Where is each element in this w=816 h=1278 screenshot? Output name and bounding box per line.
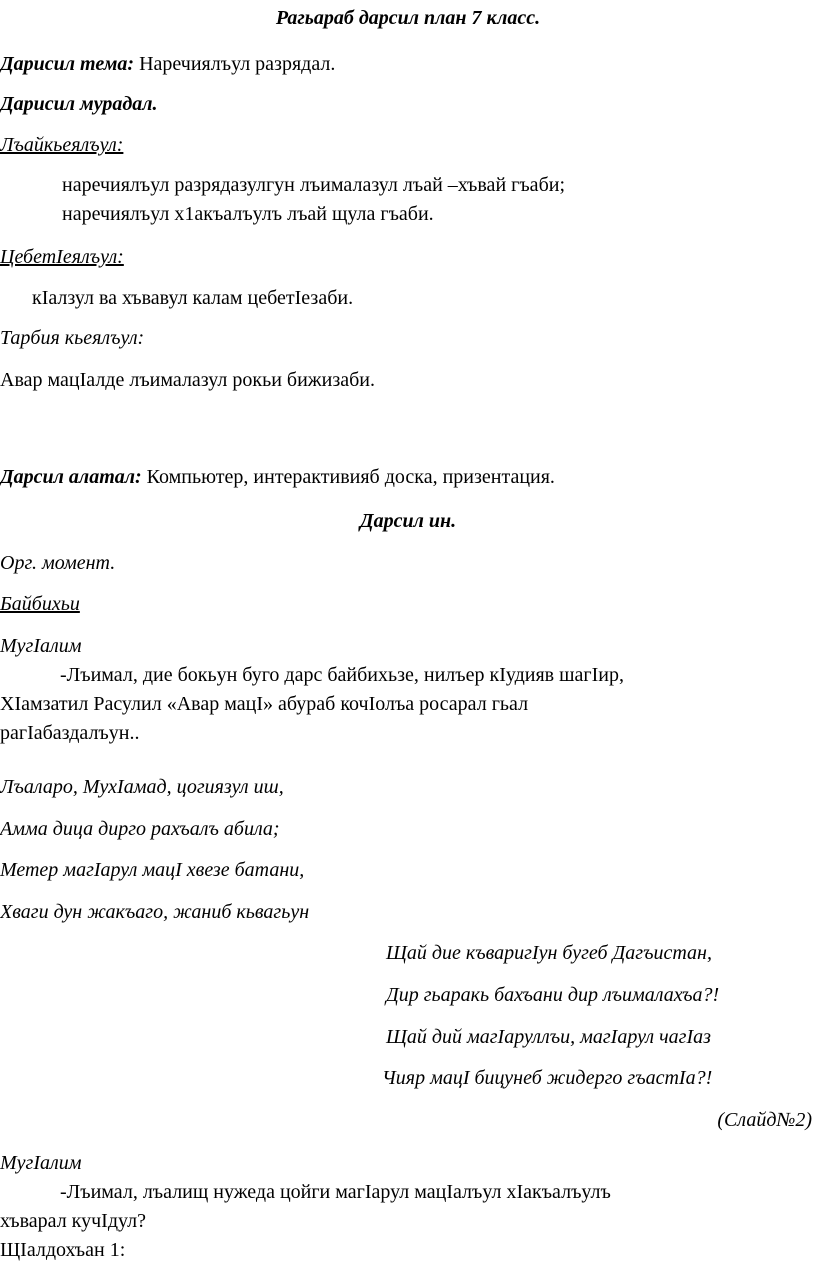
goals-heading: Дарисил мурадал. <box>0 93 158 115</box>
teacher-label: МугIалим <box>0 1152 82 1174</box>
org-moment: Орг. момент. <box>0 552 116 574</box>
upbringing-text: Авар мацIалде лъималазул рокьи бижизаби. <box>0 369 375 391</box>
teacher-label: МугIалим <box>0 635 82 657</box>
teacher-speech-line: -Лъимал, лъалищ нужеда цойги магIарул мацIалъул хIакъалъулъ <box>60 1181 611 1203</box>
topic-line <box>0 52 335 76</box>
lesson-heading: Дарсил ин. <box>359 510 457 532</box>
task-label: ЩIалдохъан 1: <box>0 1239 126 1261</box>
poem-line: Лъаларо, МухIамад, цогиязул иш, <box>0 776 284 798</box>
slide-reference: (Слайд№2) <box>717 1109 812 1131</box>
equipment-line <box>0 465 555 489</box>
teacher-speech-line: -Лъимал, дие бокьун буго дарс байбихьзе, нилъер кIудияв шагIир, <box>60 664 624 686</box>
poem-line: Щай дий магIаруллъи, магIарул чагIаз <box>386 1026 711 1048</box>
poem-line: Чияр мацI бицунеб жидерго гъастIа?! <box>382 1067 713 1089</box>
developing-heading: ЦебетIеялъул: <box>0 246 124 268</box>
poem-line: Щай дие къваригIун бугеб Дагъистан, <box>386 942 712 964</box>
document-title: Рагьараб дарсил план 7 класс. <box>275 7 541 29</box>
conversation-heading: Байбихьи <box>0 593 80 615</box>
equipment-label: Дарсил алатал: <box>0 466 142 488</box>
teacher-speech-line: ХIамзатил Расулил «Авар мацI» абураб кочIолъа росарал гьал <box>0 693 529 715</box>
upbringing-heading: Тарбия кьеялъул: <box>0 327 145 349</box>
poem-line: Хваги дун жакъаго, жаниб кьвагьун <box>0 901 310 923</box>
learning-item: наречиялъул разрядазулгун лъималазул лъай –хъвай гъаби; <box>62 174 565 196</box>
teacher-speech-line: рагIабаздалъун.. <box>0 722 140 744</box>
equipment-value: Компьютер, интерактивияб доска, призентация. <box>146 466 555 488</box>
learning-item: наречиялъул х1акъалъулъ лъай щула гъаби. <box>62 203 434 225</box>
poem-line: Метер магIарул мацI хвезе батани, <box>0 859 305 881</box>
developing-text: кIалзул ва хъвавул калам цебетIезаби. <box>32 287 354 309</box>
topic-value: Наречиялъул разрядал. <box>139 53 336 75</box>
poem-line: Амма дица дирго рахъалъ абила; <box>0 818 280 840</box>
poem-line: Дир гьаракь бахъани дир лъималахъа?! <box>386 984 720 1006</box>
topic-label: Дарисил тема: <box>0 53 135 75</box>
teacher-speech-line: хъварал кучIдул? <box>0 1210 146 1232</box>
learning-heading: Лъайкьеялъул: <box>0 134 124 156</box>
